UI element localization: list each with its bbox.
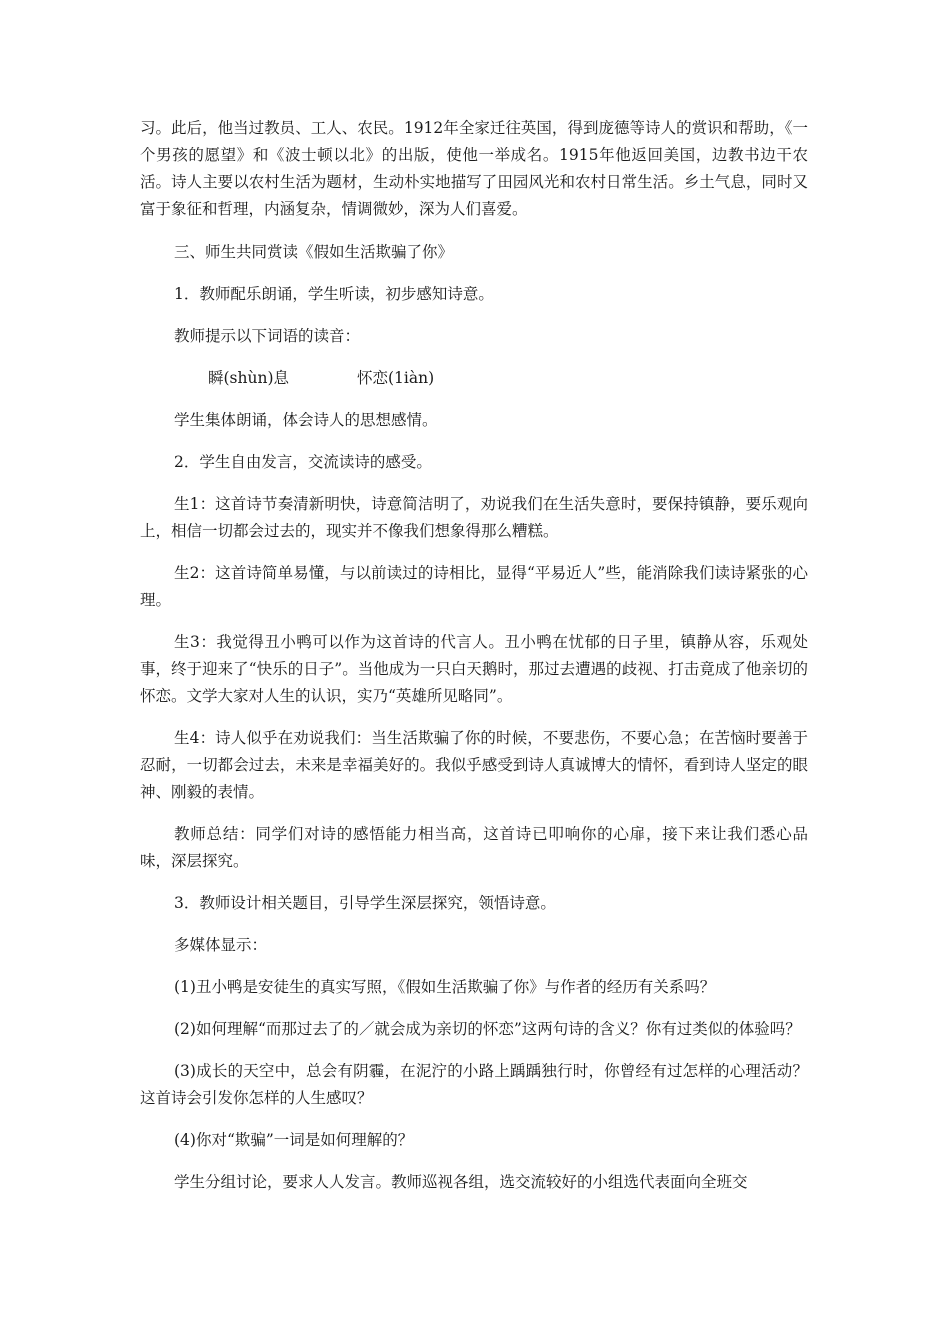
document-body (140, 115, 808, 1211)
pronunciation-word-2: 怀恋(1iàn) (357, 369, 435, 387)
paragraph-step-3: 3．教师设计相关题目，引导学生深层探究，领悟诗意。 (174, 894, 556, 912)
paragraph-question-1: (1)丑小鸭是安徒生的真实写照，《假如生活欺骗了你》与作者的经历有关系吗？ (174, 978, 716, 996)
paragraph-intro-continued: 习。此后，他当过教员、工人、农民。1912年全家迁往英国，得到庞德等诗人的赏识和帮助，《一个男孩的愿望》和《波士顿以北》的出版，使他一举成名。1915年他返回美国，边教书边干农活。诗人主要以农村生活为题材，生动朴实地描写了田园风光和农村日常生活。乡土气息，同时又富于象征和哲理，内涵复杂，情调微妙，深为人们喜爱。 (140, 119, 808, 218)
paragraph-question-2: (2)如何理解“而那过去了的／就会成为亲切的怀恋”这两句诗的含义？你有过类似的体验吗？ (174, 1020, 801, 1038)
pronunciation-line (140, 365, 808, 392)
paragraph-pronunciation-hint: 教师提示以下词语的读音： (174, 327, 361, 345)
paragraph-group-reading: 学生集体朗诵，体会诗人的思想感情。 (174, 411, 438, 429)
paragraph-step-2: 2．学生自由发言，交流读诗的感受。 (174, 453, 432, 471)
paragraph-teacher-summary: 教师总结：同学们对诗的感悟能力相当高，这首诗已叩响你的心扉，接下来让我们悉心品味，深层探究。 (140, 825, 808, 870)
paragraph-student-1: 生1：这首诗节奏清新明快，诗意简洁明了，劝说我们在生活失意时，要保持镇静，要乐观向上，相信一切都会过去的，现实并不像我们想象得那么糟糕。 (140, 495, 808, 540)
paragraph-multimedia: 多媒体显示： (174, 936, 268, 954)
paragraph-student-2: 生2：这首诗简单易懂，与以前读过的诗相比，显得“平易近人”些，能消除我们读诗紧张的心理。 (140, 564, 808, 609)
paragraph-question-3: (3)成长的天空中，总会有阴霾，在泥泞的小路上踽踽独行时，你曾经有过怎样的心理活动？这首诗会引发你怎样的人生感叹？ (140, 1062, 808, 1107)
paragraph-student-4: 生4：诗人似乎在劝说我们：当生活欺骗了你的时候，不要悲伤，不要心急；在苦恼时要善于忍耐，一切都会过去，未来是幸福美好的。我似乎感受到诗人真诚博大的情怀，看到诗人坚定的眼神、刚毅的表情。 (140, 729, 808, 801)
paragraph-question-4: (4)你对“欺骗”一词是如何理解的？ (174, 1131, 414, 1149)
pronunciation-word-1: 瞬(shùn)息 (208, 369, 289, 387)
paragraph-step-1: 1．教师配乐朗诵，学生听读，初步感知诗意。 (174, 285, 494, 303)
section-heading: 三、师生共同赏读《假如生活欺骗了你》 (174, 243, 454, 261)
paragraph-student-3: 生3：我觉得丑小鸭可以作为这首诗的代言人。丑小鸭在忧郁的日子里，镇静从容，乐观处事，终于迎来了“快乐的日子”。当他成为一只白天鹅时，那过去遭遇的歧视、打击竟成了他亲切的怀恋。文学大家对人生的认识，实乃“英雄所见略同”。 (140, 633, 808, 705)
paragraph-group-discussion: 学生分组讨论，要求人人发言。教师巡视各组，选交流较好的小组选代表面向全班交 (174, 1173, 748, 1191)
